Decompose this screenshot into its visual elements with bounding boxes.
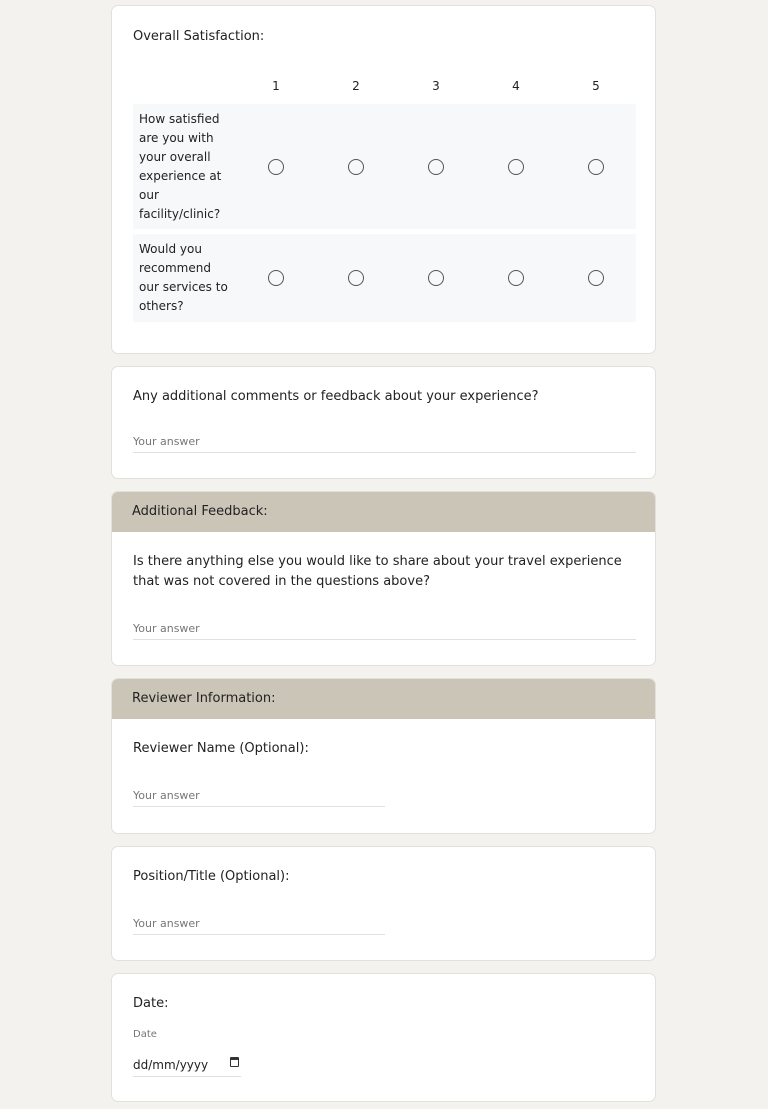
radio-recommend-4[interactable] — [508, 270, 524, 286]
additional-input[interactable]: Your answer — [133, 622, 636, 640]
section-header: Additional Feedback: — [112, 492, 655, 532]
date-card — [111, 973, 656, 1102]
reviewer-question: Reviewer Name (Optional): — [133, 741, 309, 756]
date-label: Date — [133, 1029, 157, 1040]
scale-label-4: 4 — [512, 79, 520, 93]
calendar-icon[interactable] — [230, 1057, 239, 1067]
reviewer-card — [111, 678, 656, 834]
row-label: Would you recommend our services to others? — [139, 242, 228, 313]
comments-input[interactable]: Your answer — [133, 435, 636, 453]
radio-satisfied-1[interactable] — [268, 159, 284, 175]
satisfaction-title: Overall Satisfaction: — [133, 29, 265, 44]
position-question: Position/Title (Optional): — [133, 869, 290, 884]
comments-card — [111, 366, 656, 479]
section-header: Reviewer Information: — [112, 679, 655, 719]
position-input[interactable]: Your answer — [133, 917, 385, 935]
radio-recommend-2[interactable] — [348, 270, 364, 286]
date-input[interactable] — [133, 1054, 241, 1077]
date-question: Date: — [133, 996, 169, 1011]
scale-label-3: 3 — [432, 79, 440, 93]
scale-label-1: 1 — [272, 79, 280, 93]
additional-feedback-card — [111, 491, 656, 666]
grid-row-recommend — [133, 234, 636, 322]
radio-satisfied-2[interactable] — [348, 159, 364, 175]
grid-row-satisfied — [133, 104, 636, 229]
additional-question: Is there anything else you would like to share about your travel experience that was not covered in the questions above? — [133, 554, 622, 589]
reviewer-name-input[interactable]: Your answer — [133, 789, 385, 807]
radio-recommend-1[interactable] — [268, 270, 284, 286]
radio-satisfied-4[interactable] — [508, 159, 524, 175]
radio-satisfied-3[interactable] — [428, 159, 444, 175]
date-placeholder: dd/mm/yyyy — [133, 1058, 209, 1072]
position-card — [111, 846, 656, 961]
satisfaction-card — [111, 5, 656, 354]
comments-question: Any additional comments or feedback about your experience? — [133, 389, 539, 404]
radio-recommend-3[interactable] — [428, 270, 444, 286]
scale-label-5: 5 — [592, 79, 600, 93]
radio-satisfied-5[interactable] — [588, 159, 604, 175]
scale-label-2: 2 — [352, 79, 360, 93]
row-label: How satisfied are you with your overall experience at our facility/clinic? — [139, 112, 222, 221]
radio-recommend-5[interactable] — [588, 270, 604, 286]
